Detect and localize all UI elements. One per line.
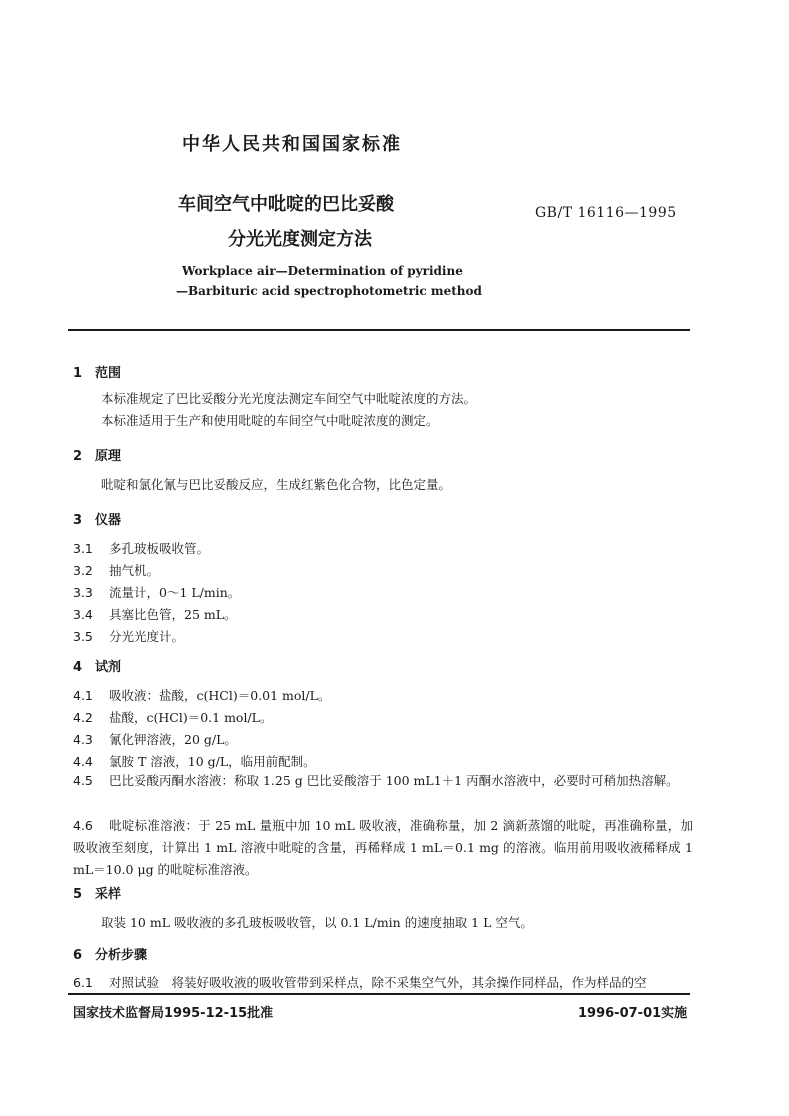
item-number: 4.2 bbox=[73, 710, 93, 725]
item-text: 对照试验 将装好吸收液的吸收管带到采样点，除不采集空气外，其余操作同样品，作为样品的空 bbox=[109, 975, 647, 990]
item-number: 3.4 bbox=[73, 607, 93, 622]
item-number: 4.4 bbox=[73, 754, 93, 769]
approval-info: 国家技术监督局1995-12-15批准 bbox=[73, 1006, 274, 1021]
header-divider bbox=[68, 329, 690, 331]
section-number: 5 bbox=[73, 887, 83, 902]
list-item bbox=[73, 539, 209, 557]
list-item bbox=[73, 627, 184, 645]
section-title: 原理 bbox=[95, 449, 122, 464]
item-number: 3.1 bbox=[73, 541, 93, 556]
document-title-cn-line1: 车间空气中吡啶的巴比妥酸 bbox=[178, 194, 394, 215]
item-number: 4.5 bbox=[73, 773, 93, 788]
list-item bbox=[73, 686, 330, 704]
item-text: 多孔玻板吸收管。 bbox=[109, 541, 210, 556]
document-title-en-line1: Workplace air—Determination of pyridine bbox=[182, 264, 463, 278]
list-item-wrapped bbox=[73, 770, 693, 792]
list-item bbox=[73, 605, 237, 623]
item-text: 抽气机。 bbox=[109, 563, 160, 578]
section-heading-1 bbox=[73, 362, 121, 381]
item-text: 氰化钾溶液，20 g/L。 bbox=[109, 732, 237, 747]
item-text: 盐酸，c(HCl)＝0.1 mol/L。 bbox=[109, 710, 273, 725]
list-item bbox=[73, 561, 159, 579]
item-number: 6.1 bbox=[73, 975, 93, 990]
footer-divider bbox=[68, 993, 690, 995]
list-item bbox=[73, 752, 316, 770]
list-item bbox=[73, 583, 240, 601]
item-number: 4.3 bbox=[73, 732, 93, 747]
paragraph: 吡啶和氯化氰与巴比妥酸反应，生成红紫色化合物，比色定量。 bbox=[101, 477, 452, 492]
section-heading-6 bbox=[73, 944, 147, 963]
list-item bbox=[73, 973, 647, 991]
section-heading-4 bbox=[73, 656, 121, 675]
item-number: 3.5 bbox=[73, 629, 93, 644]
document-title-en-line2: —Barbituric acid spectrophotometric method bbox=[176, 284, 482, 298]
section-number: 2 bbox=[73, 449, 83, 464]
item-text: 吡啶标准溶液：于 25 mL 量瓶中加 10 mL 吸收液，准确称量，加 2 滴新蒸馏的吡啶，再准确称量，加吸收液至刻度，计算出 1 mL 溶液中吡啶的含量，再稀释成 1 mL＝0.1 mg 的溶液。临用前用吸收液稀释成 1 mL＝10.0 μg 的吡啶标准溶液。 bbox=[73, 818, 693, 877]
paragraph: 本标准适用于生产和使用吡啶的车间空气中吡啶浓度的测定。 bbox=[101, 413, 439, 428]
implementation-date: 1996-07-01实施 bbox=[578, 1006, 688, 1021]
item-number: 3.2 bbox=[73, 563, 93, 578]
standard-number: GB/T 16116—1995 bbox=[535, 205, 677, 221]
standard-category-title: 中华人民共和国国家标准 bbox=[182, 134, 402, 155]
item-text: 分光光度计。 bbox=[109, 629, 185, 644]
item-text: 巴比妥酸丙酮水溶液：称取 1.25 g 巴比妥酸溶于 100 mL1＋1 丙酮水溶液中，必要时可稍加热溶解。 bbox=[109, 773, 679, 788]
list-item-wrapped bbox=[73, 815, 693, 881]
paragraph: 取装 10 mL 吸收液的多孔玻板吸收管，以 0.1 L/min 的速度抽取 1 L 空气。 bbox=[101, 915, 533, 930]
item-text: 流量计，0～1 L/min。 bbox=[109, 585, 241, 600]
section-number: 6 bbox=[73, 948, 83, 963]
paragraph: 本标准规定了巴比妥酸分光光度法测定车间空气中吡啶浓度的方法。 bbox=[101, 391, 477, 406]
section-title: 分析步骤 bbox=[95, 948, 148, 963]
section-number: 3 bbox=[73, 513, 83, 528]
section-number: 4 bbox=[73, 660, 83, 675]
list-item bbox=[73, 730, 237, 748]
item-text: 氯胺 T 溶液，10 g/L，临用前配制。 bbox=[109, 754, 316, 769]
item-number: 3.3 bbox=[73, 585, 93, 600]
item-text: 吸收液：盐酸，c(HCl)＝0.01 mol/L。 bbox=[109, 688, 331, 703]
section-title: 仪器 bbox=[95, 513, 122, 528]
section-heading-5 bbox=[73, 883, 121, 902]
section-heading-3 bbox=[73, 509, 121, 528]
item-number: 4.1 bbox=[73, 688, 93, 703]
section-title: 采样 bbox=[95, 887, 122, 902]
item-text: 具塞比色管，25 mL。 bbox=[109, 607, 237, 622]
item-number: 4.6 bbox=[73, 818, 93, 833]
section-heading-2 bbox=[73, 445, 121, 464]
document-title-cn-line2: 分光光度测定方法 bbox=[228, 229, 372, 250]
list-item bbox=[73, 708, 272, 726]
section-title: 试剂 bbox=[95, 660, 122, 675]
section-title: 范围 bbox=[95, 366, 122, 381]
section-number: 1 bbox=[73, 366, 83, 381]
